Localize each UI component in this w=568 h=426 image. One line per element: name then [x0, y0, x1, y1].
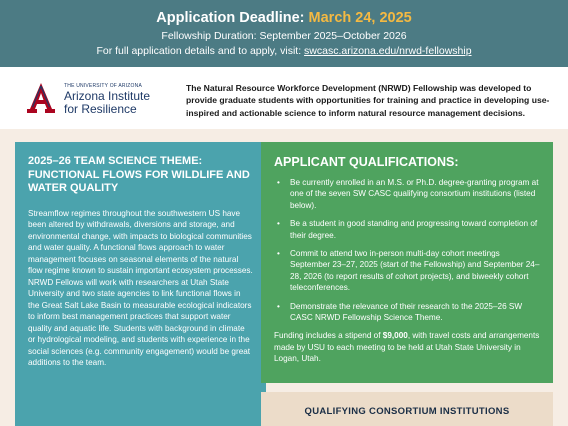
apply-link[interactable]: swcasc.arizona.edu/nrwd-fellowship [304, 45, 472, 57]
applicant-qualifications-panel [261, 142, 553, 383]
consortium-institutions-panel [261, 392, 553, 426]
bullet-icon: • [277, 249, 280, 259]
deadline-label: Application Deadline: [156, 10, 309, 26]
qualifications-title: APPLICANT QUALIFICATIONS: [274, 155, 459, 169]
list-item: • Be a student in good standing and progressing toward completion of their degree. [277, 219, 538, 240]
arizona-institute-logo [26, 82, 176, 116]
institute-name-line1: Arizona Institute [64, 89, 151, 103]
institute-name-line2: for Resilience [64, 102, 137, 116]
list-item: • Commit to attend two in-person multi-day cohort meetings September 23–27, 2025 (start of the Fellowship) and September 24–28, 2026 (to report results of cohort projects), and biweekly cohort teleconferences. [277, 249, 540, 293]
application-deadline [0, 10, 568, 26]
deadline-date: March 24, 2025 [308, 10, 412, 26]
funding-note: Funding includes a stipend of $9,000, with travel costs and arrangements made by USU to each meeting to be held at Utah State University in Logan, Utah. [274, 331, 540, 364]
qualifications-list [274, 177, 540, 323]
stipend-amount: $9,000 [382, 331, 408, 341]
consortium-title: QUALIFYING CONSORTIUM INSTITUTIONS [304, 406, 510, 417]
university-name: THE UNIVERSITY OF ARIZONA [64, 83, 142, 89]
fellowship-description: The Natural Resource Workforce Development (NRWD) Fellowship was developed to provide graduate students with opportunities for training and practice in developing use-inspired and actionable science to inform natural resource management decisions. [186, 83, 550, 118]
bullet-icon: • [277, 178, 280, 187]
intro-section [0, 67, 568, 129]
fellowship-duration: Fellowship Duration: September 2025–October 2026 [161, 30, 407, 42]
apply-line [0, 45, 568, 57]
list-item: • Be currently enrolled in an M.S. or Ph.D. degree-granting program at one of the seven SW CASC qualifying consortium institutions (listed below). [277, 178, 539, 210]
team-science-theme-panel [15, 142, 266, 426]
theme-body: Streamflow regimes throughout the southwestern US have been altered by withdrawals, diversions and storage, and environmental change, with impacts to biological communities and water quality. A functional flows approach to water management focuses on seasonal elements of the natural flow regime known to sustain important ecosystem processes. NRWD Fellows will work with researchers at Utah State University and two state agencies to link functional flows in the Great Salt Lake Basin to measurable ecological indicators to inform best management practices that support water quality and aquatic life. Students with background in climate or hydrological modeling, and students with experience in the social sciences (e.g. community engagement) would be great additions to the team. [28, 208, 253, 367]
bullet-icon: • [277, 219, 280, 229]
apply-prefix: For full application details and to apply, visit: [96, 45, 305, 57]
header-banner [0, 0, 568, 67]
list-item: • Demonstrate the relevance of their research to the 2025–26 SW CASC NRWD Fellowship Science Theme. [277, 301, 523, 323]
theme-title: 2025–26 TEAM SCIENCE THEME: FUNCTIONAL FLOWS FOR WILDLIFE AND WATER QUALITY [28, 155, 250, 194]
bullet-icon: • [277, 301, 280, 311]
arizona-a-logo-icon [26, 82, 56, 114]
